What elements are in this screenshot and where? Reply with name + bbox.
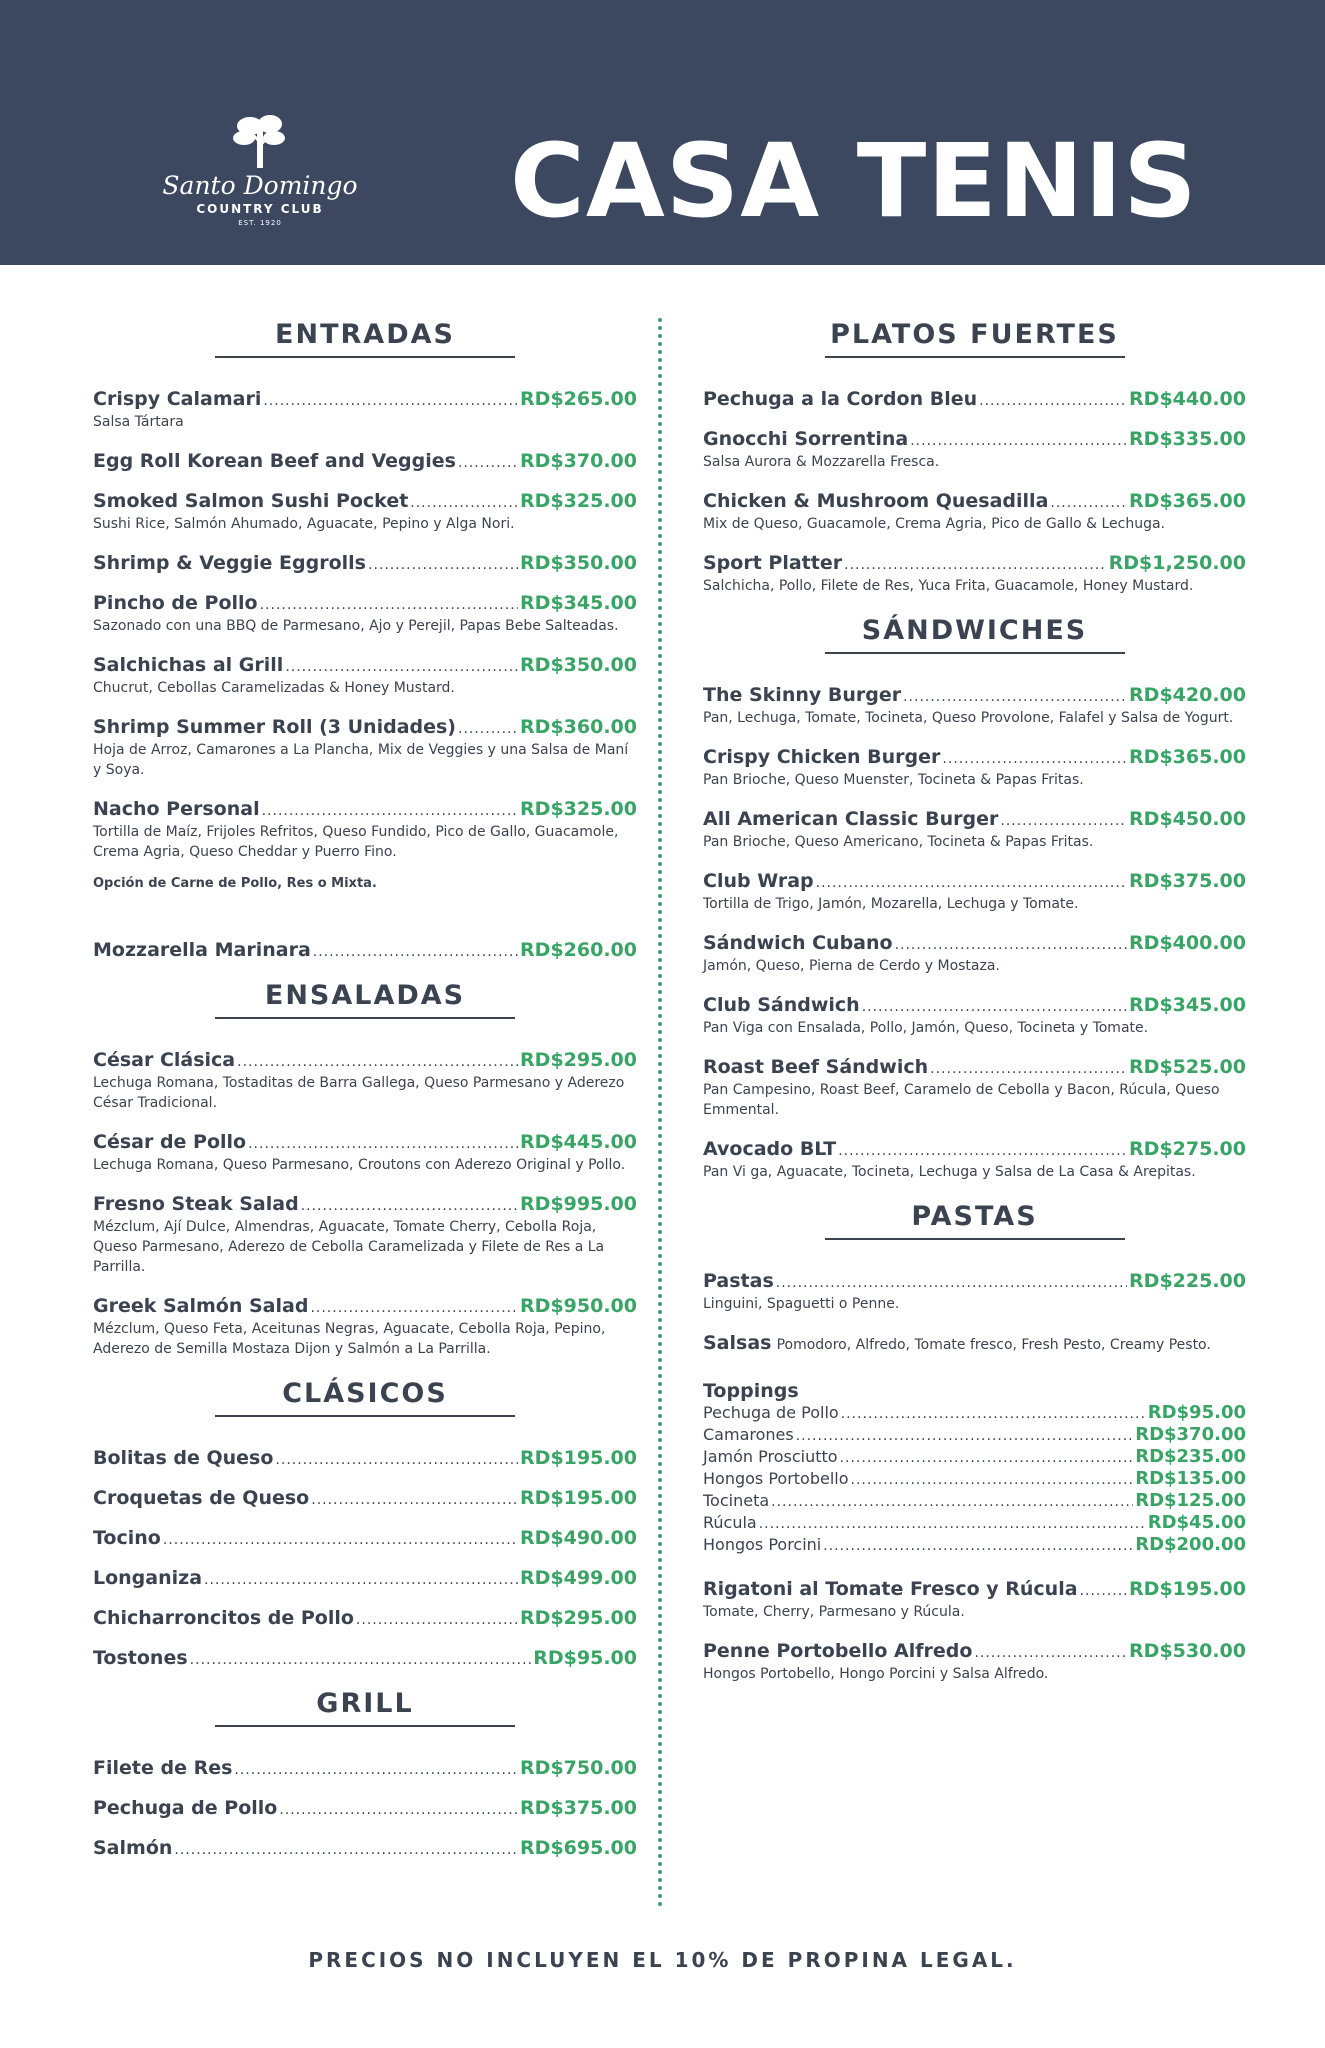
item-price: RD$490.00 xyxy=(520,1527,637,1549)
logo-club-name: COUNTRY CLUB xyxy=(196,202,324,216)
item-name: Rigatoni al Tomate Fresco y Rúcula xyxy=(703,1578,1078,1600)
topping-price: RD$45.00 xyxy=(1147,1512,1246,1533)
item-name: Avocado BLT xyxy=(703,1138,837,1160)
item-description: Pan Brioche, Queso Americano, Tocineta & Papas Fritas. xyxy=(703,834,1094,850)
item-price: RD$225.00 xyxy=(1129,1270,1246,1292)
item-name: Egg Roll Korean Beef and Veggies xyxy=(93,450,456,472)
club-logo xyxy=(150,112,370,247)
topping-name: Hongos Porcini xyxy=(703,1535,822,1554)
topping-price: RD$235.00 xyxy=(1135,1446,1246,1467)
section-ensaladas xyxy=(93,979,637,1359)
item-description: Hoja de Arroz, Camarones a La Plancha, Mix de Veggies y una Salsa de Maní y Soya. xyxy=(93,742,629,778)
item-price: RD$365.00 xyxy=(1129,490,1246,512)
item-price: RD$750.00 xyxy=(520,1757,637,1779)
item-name: Penne Portobello Alfredo xyxy=(703,1640,973,1662)
item-price: RD$450.00 xyxy=(1129,808,1246,830)
section-clasicos xyxy=(93,1377,637,1669)
item-name: Crispy Chicken Burger xyxy=(703,746,941,768)
section-rule xyxy=(215,1017,515,1019)
menu-item xyxy=(93,1295,637,1359)
item-name: Salchichas al Grill xyxy=(93,654,284,676)
logo-established: EST. 1920 xyxy=(238,219,282,227)
item-price: RD$335.00 xyxy=(1129,428,1246,450)
section-header xyxy=(703,318,1246,358)
menu-item xyxy=(703,994,1246,1038)
section-rule xyxy=(825,652,1125,654)
item-price: RD$295.00 xyxy=(520,1607,637,1629)
item-description: Tortilla de Trigo, Jamón, Mozarella, Lechuga y Tomate. xyxy=(703,896,1079,912)
item-description: Tomate, Cherry, Parmesano y Rúcula. xyxy=(703,1604,965,1620)
menu-item xyxy=(703,808,1246,852)
section-entradas xyxy=(93,318,637,961)
topping-name: Jamón Prosciutto xyxy=(703,1447,838,1466)
item-description: Mix de Queso, Guacamole, Crema Agria, Pico de Gallo & Lechuga. xyxy=(703,516,1165,532)
item-name: Pechuga a la Cordon Bleu xyxy=(703,388,978,410)
item-price: RD$195.00 xyxy=(520,1447,637,1469)
section-title: PLATOS FUERTES xyxy=(830,319,1119,350)
item-name: Club Sándwich xyxy=(703,994,860,1016)
item-price: RD$365.00 xyxy=(1129,746,1246,768)
salsas-options: Pomodoro, Alfredo, Tomate fresco, Fresh Pesto, Creamy Pesto. xyxy=(776,1337,1211,1353)
item-description: Lechuga Romana, Queso Parmesano, Croutons con Aderezo Original y Pollo. xyxy=(93,1157,626,1173)
item-price: RD$345.00 xyxy=(520,592,637,614)
menu-item xyxy=(703,1138,1246,1182)
menu-item xyxy=(703,1270,1246,1314)
menu-item xyxy=(703,1578,1246,1622)
menu-item xyxy=(703,388,1246,410)
menu-item xyxy=(93,1131,637,1175)
item-description: Chucrut, Cebollas Caramelizadas & Honey Mustard. xyxy=(93,680,455,696)
page-title: CASA TENIS xyxy=(510,122,1198,241)
item-price: RD$445.00 xyxy=(520,1131,637,1153)
item-name: Chicharroncitos de Pollo xyxy=(93,1607,354,1629)
menu-item xyxy=(703,490,1246,534)
section-header xyxy=(703,614,1246,654)
salsas-line xyxy=(703,1332,1246,1354)
item-name: Filete de Res xyxy=(93,1757,233,1779)
item-price: RD$420.00 xyxy=(1129,684,1246,706)
item-description: Tortilla de Maíz, Frijoles Refritos, Queso Fundido, Pico de Gallo, Guacamole, Crema Agria, Queso Cheddar y Puerro Fino. xyxy=(93,824,619,860)
section-title: GRILL xyxy=(316,1688,414,1719)
menu-item xyxy=(93,1193,637,1277)
toppings-label: Toppings xyxy=(703,1380,799,1402)
item-price: RD$375.00 xyxy=(520,1797,637,1819)
item-price: RD$350.00 xyxy=(520,552,637,574)
section-title: ENSALADAS xyxy=(264,980,466,1011)
section-title: PASTAS xyxy=(911,1201,1038,1232)
menu-item xyxy=(93,716,637,780)
tree-icon xyxy=(230,112,290,170)
section-platos-fuertes xyxy=(703,318,1246,596)
item-description: Pan Vi ga, Aguacate, Tocineta, Lechuga y Salsa de La Casa & Arepitas. xyxy=(703,1164,1196,1180)
section-rule xyxy=(825,1238,1125,1240)
item-price: RD$260.00 xyxy=(520,939,637,961)
section-header xyxy=(93,1687,637,1727)
section-sandwiches xyxy=(703,614,1246,1182)
item-name: Croquetas de Queso xyxy=(93,1487,310,1509)
menu-item xyxy=(93,1757,637,1779)
item-price: RD$265.00 xyxy=(520,388,637,410)
item-price: RD$499.00 xyxy=(520,1567,637,1589)
item-note: Opción de Carne de Pollo, Res o Mixta. xyxy=(93,876,377,891)
item-description: Linguini, Spaguetti o Penne. xyxy=(703,1296,900,1312)
menu-item xyxy=(703,552,1246,596)
right-column xyxy=(703,300,1246,1702)
topping-price: RD$200.00 xyxy=(1135,1534,1246,1555)
item-description: Mézclum, Ají Dulce, Almendras, Aguacate, Tomate Cherry, Cebolla Roja, Queso Parmesano, Aderezo de Cebolla Caramelizada y Filete de Res a La Parrilla. xyxy=(93,1219,605,1275)
menu-item xyxy=(703,684,1246,728)
item-price: RD$275.00 xyxy=(1129,1138,1246,1160)
item-name: Gnocchi Sorrentina xyxy=(703,428,909,450)
item-name: Sport Platter xyxy=(703,552,843,574)
item-price: RD$525.00 xyxy=(1129,1056,1246,1078)
section-header xyxy=(93,318,637,358)
item-name: Pechuga de Pollo xyxy=(93,1797,278,1819)
item-price: RD$440.00 xyxy=(1129,388,1246,410)
item-description: Salsa Aurora & Mozzarella Fresca. xyxy=(703,454,940,470)
item-price: RD$530.00 xyxy=(1129,1640,1246,1662)
menu-item xyxy=(93,1527,637,1549)
menu-item xyxy=(93,1487,637,1509)
menu-item xyxy=(703,870,1246,914)
item-name: Smoked Salmon Sushi Pocket xyxy=(93,490,409,512)
section-rule xyxy=(215,356,515,358)
topping-item xyxy=(703,1446,1246,1468)
item-description: Salsa Tártara xyxy=(93,414,184,430)
footer-note: PRECIOS NO INCLUYEN EL 10% DE PROPINA LEGAL. xyxy=(308,1948,1017,1972)
item-name: Pastas xyxy=(703,1270,774,1292)
item-name: Sándwich Cubano xyxy=(703,932,893,954)
item-name: Nacho Personal xyxy=(93,798,260,820)
item-description: Pan, Lechuga, Tomate, Tocineta, Queso Provolone, Falafel y Salsa de Yogurt. xyxy=(703,710,1234,726)
topping-price: RD$135.00 xyxy=(1135,1468,1246,1489)
section-title: CLÁSICOS xyxy=(282,1378,448,1409)
menu-item xyxy=(93,388,637,432)
item-description: Lechuga Romana, Tostaditas de Barra Gallega, Queso Parmesano y Aderezo César Tradicional. xyxy=(93,1075,625,1111)
topping-item xyxy=(703,1512,1246,1534)
salsas-label: Salsas xyxy=(703,1332,772,1354)
item-name: Pincho de Pollo xyxy=(93,592,258,614)
item-price: RD$1,250.00 xyxy=(1108,552,1246,574)
menu-item xyxy=(93,1797,637,1819)
topping-price: RD$370.00 xyxy=(1135,1424,1246,1445)
item-price: RD$325.00 xyxy=(520,490,637,512)
topping-item xyxy=(703,1534,1246,1556)
item-price: RD$195.00 xyxy=(520,1487,637,1509)
item-price: RD$995.00 xyxy=(520,1193,637,1215)
menu-item xyxy=(93,939,637,961)
menu-item xyxy=(93,490,637,534)
section-pastas xyxy=(703,1200,1246,1684)
item-price: RD$375.00 xyxy=(1129,870,1246,892)
menu-item xyxy=(93,798,637,862)
topping-name: Hongos Portobello xyxy=(703,1469,849,1488)
topping-item xyxy=(703,1468,1246,1490)
menu-item xyxy=(93,552,637,574)
topping-item xyxy=(703,1424,1246,1446)
section-title: ENTRADAS xyxy=(275,319,455,350)
item-price: RD$345.00 xyxy=(1129,994,1246,1016)
menu-item xyxy=(93,1049,637,1113)
menu-item xyxy=(703,428,1246,472)
item-description: Pan Brioche, Queso Muenster, Tocineta & Papas Fritas. xyxy=(703,772,1084,788)
menu-item xyxy=(93,1837,637,1859)
topping-price: RD$125.00 xyxy=(1135,1490,1246,1511)
topping-name: Rúcula xyxy=(703,1513,757,1532)
item-price: RD$95.00 xyxy=(533,1647,637,1669)
section-rule xyxy=(825,356,1125,358)
header-banner xyxy=(0,0,1325,265)
item-description: Sushi Rice, Salmón Ahumado, Aguacate, Pepino y Alga Nori. xyxy=(93,516,515,532)
item-name: Shrimp Summer Roll (3 Unidades) xyxy=(93,716,456,738)
item-name: Roast Beef Sándwich xyxy=(703,1056,929,1078)
section-rule xyxy=(215,1725,515,1727)
item-name: César Clásica xyxy=(93,1049,236,1071)
left-column xyxy=(93,300,637,1877)
menu-item xyxy=(703,1640,1246,1684)
item-name: Bolitas de Queso xyxy=(93,1447,274,1469)
item-name: César de Pollo xyxy=(93,1131,247,1153)
item-price: RD$295.00 xyxy=(520,1049,637,1071)
menu-item xyxy=(93,592,637,636)
section-header xyxy=(703,1200,1246,1240)
item-name: Fresno Steak Salad xyxy=(93,1193,299,1215)
item-name: Longaniza xyxy=(93,1567,203,1589)
item-name: All American Classic Burger xyxy=(703,808,999,830)
item-description: Pan Campesino, Roast Beef, Caramelo de Cebolla y Bacon, Rúcula, Queso Emmental. xyxy=(703,1082,1220,1118)
item-price: RD$350.00 xyxy=(520,654,637,676)
menu-item xyxy=(93,1607,637,1629)
menu-item xyxy=(93,1447,637,1469)
item-name: Greek Salmón Salad xyxy=(93,1295,309,1317)
section-header xyxy=(93,1377,637,1417)
item-description: Hongos Portobello, Hongo Porcini y Salsa Alfredo. xyxy=(703,1666,1049,1682)
item-name: Shrimp & Veggie Eggrolls xyxy=(93,552,366,574)
item-name: Crispy Calamari xyxy=(93,388,262,410)
column-divider xyxy=(658,318,662,1908)
item-description: Jamón, Queso, Pierna de Cerdo y Mostaza. xyxy=(703,958,1000,974)
item-description: Mézclum, Queso Feta, Aceitunas Negras, Aguacate, Cebolla Roja, Pepino, Aderezo de Semilla Mostaza Dijon y Salmón a La Parrilla. xyxy=(93,1321,606,1357)
topping-name: Camarones xyxy=(703,1425,794,1444)
topping-price: RD$95.00 xyxy=(1147,1402,1246,1423)
toppings-list xyxy=(703,1380,1246,1556)
item-name: Tocino xyxy=(93,1527,161,1549)
item-description: Salchicha, Pollo, Filete de Res, Yuca Frita, Guacamole, Honey Mustard. xyxy=(703,578,1194,594)
logo-script-text: Santo Domingo xyxy=(162,171,358,200)
item-name: The Skinny Burger xyxy=(703,684,902,706)
item-price: RD$370.00 xyxy=(520,450,637,472)
item-price: RD$325.00 xyxy=(520,798,637,820)
section-rule xyxy=(215,1415,515,1417)
section-header xyxy=(93,979,637,1019)
topping-item xyxy=(703,1490,1246,1512)
item-description: Pan Viga con Ensalada, Pollo, Jamón, Queso, Tocineta y Tomate. xyxy=(703,1020,1149,1036)
menu-item xyxy=(703,1056,1246,1120)
item-name: Chicken & Mushroom Quesadilla xyxy=(703,490,1049,512)
item-price: RD$360.00 xyxy=(520,716,637,738)
item-price: RD$195.00 xyxy=(1129,1578,1246,1600)
item-price: RD$400.00 xyxy=(1129,932,1246,954)
topping-name: Pechuga de Pollo xyxy=(703,1403,839,1422)
item-name: Tostones xyxy=(93,1647,188,1669)
menu-item xyxy=(93,654,637,698)
menu-item xyxy=(703,932,1246,976)
menu-item xyxy=(93,1567,637,1589)
menu-item xyxy=(93,450,637,472)
menu-item xyxy=(703,746,1246,790)
item-name: Club Wrap xyxy=(703,870,814,892)
item-price: RD$950.00 xyxy=(520,1295,637,1317)
topping-name: Tocineta xyxy=(703,1491,770,1510)
item-name: Salmón xyxy=(93,1837,173,1859)
item-price: RD$695.00 xyxy=(520,1837,637,1859)
item-description: Sazonado con una BBQ de Parmesano, Ajo y Perejil, Papas Bebe Salteadas. xyxy=(93,618,619,634)
item-name: Mozzarella Marinara xyxy=(93,939,311,961)
topping-item xyxy=(703,1402,1246,1424)
menu-item xyxy=(93,1647,637,1669)
section-title: SÁNDWICHES xyxy=(861,615,1088,646)
section-grill xyxy=(93,1687,637,1859)
